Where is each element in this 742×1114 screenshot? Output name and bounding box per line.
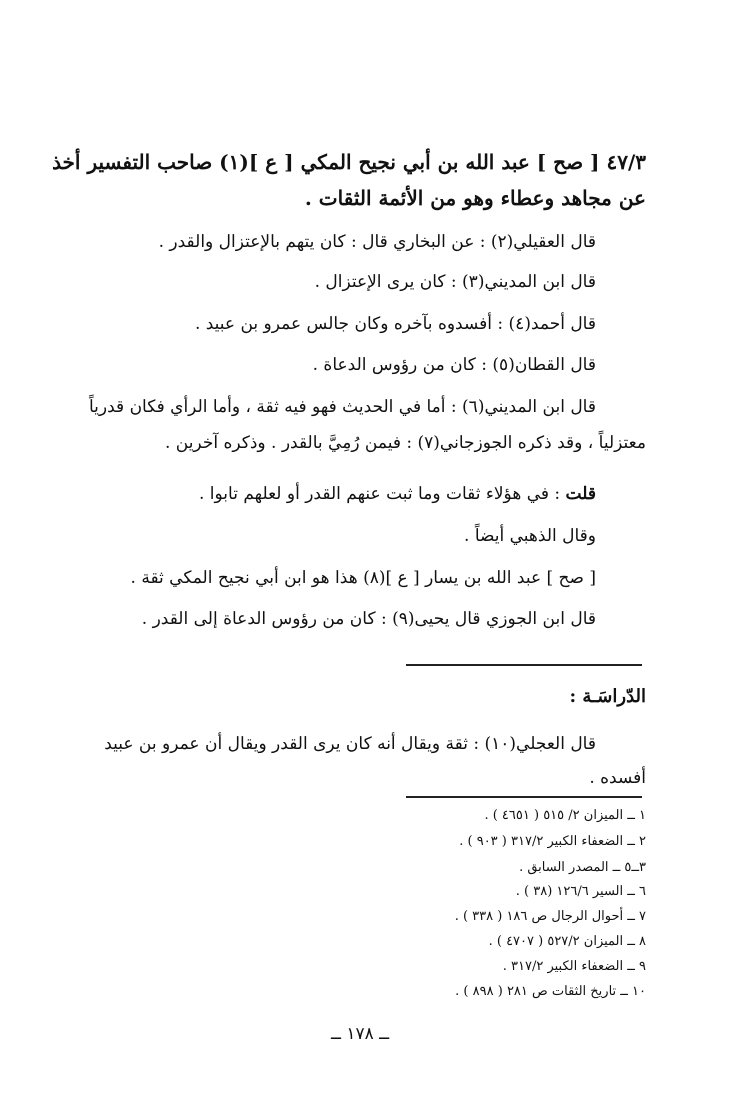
footnote: ٨ ــ الميزان ٥٢٧/٢ ( ٤٧٠٧ ) . <box>488 934 646 949</box>
study-line-2: أفسده . <box>589 768 646 788</box>
footnote: ١ ــ الميزان ٢/ ٥١٥ ( ٤٦٥١ ) . <box>484 808 646 823</box>
footnote: ٦ ــ السير ١٢٦/٦ (٣٨ ) . <box>515 884 646 899</box>
entry-heading-line-2: عن مجاهد وعطاء وهو من الأئمة الثقات . <box>304 186 646 210</box>
footnote: ٧ ــ أحوال الرجال ص ١٨٦ ( ٣٣٨ ) . <box>454 909 646 924</box>
comment-line <box>199 484 596 504</box>
study-title: الدّراسَـة : <box>569 686 646 707</box>
quote-ibn-madini-2-line-1: قال ابن المديني(٦) : أما في الحديث فهو فيه ثقة ، وأما الرأي فكان قدرياً <box>89 397 596 417</box>
comment-text: : في هؤلاء ثقات وما ثبت عنهم القدر أو لعلهم تابوا . <box>198 484 566 504</box>
comment-label: قلت <box>565 484 596 504</box>
entry-heading-line-1: ٤٧/٣ [ صح ] عبد الله بن أبي نجيح المكي [ ع ](١) صاحب التفسير أخذ <box>52 150 646 174</box>
section-divider <box>406 664 642 666</box>
footnote: ٩ ــ الضعفاء الكبير ٣١٧/٢ . <box>502 959 646 974</box>
ibn-jawzi-line: قال ابن الجوزي قال يحيى(٩) : كان من رؤوس الدعاة إلى القدر . <box>141 609 596 629</box>
study-line-1: قال العجلي(١٠) : ثقة ويقال أنه كان يرى القدر ويقال أن عمرو بن عبيد <box>104 734 596 754</box>
footnote: ٢ ــ الضعفاء الكبير ٣١٧/٢ ( ٩٠٣ ) . <box>459 834 646 849</box>
page-number: ــ ١٧٨ ــ <box>331 1024 390 1044</box>
footnote-divider <box>406 796 642 798</box>
quote-ibn-madini-1: قال ابن المديني(٣) : كان يرى الإعتزال . <box>314 272 596 292</box>
quote-ahmad: قال أحمد(٤) : أفسدوه بآخره وكان جالس عمرو بن عبيد . <box>194 314 596 334</box>
footnote: ٣ــ٥ ــ المصدر السابق . <box>519 860 646 875</box>
footnote: ١٠ ــ تاريخ الثقات ص ٢٨١ ( ٨٩٨ ) . <box>455 984 646 999</box>
quote-ibn-madini-2-line-2: معتزلياً ، وقد ذكره الجوزجاني(٧) : فيمن رُمِيَّ بالقدر . وذكره آخرين . <box>164 433 646 453</box>
quote-qattan: قال القطان(٥) : كان من رؤوس الدعاة . <box>312 355 596 375</box>
dhahabi-line: وقال الذهبي أيضاً . <box>464 526 596 546</box>
quote-uqayli: قال العقيلي(٢) : عن البخاري قال : كان يتهم بالإعتزال والقدر . <box>158 232 596 252</box>
ibn-yasar-line: [ صح ] عبد الله بن يسار [ ع ](٨) هذا هو ابن أبي نجيح المكي ثقة . <box>130 568 596 588</box>
